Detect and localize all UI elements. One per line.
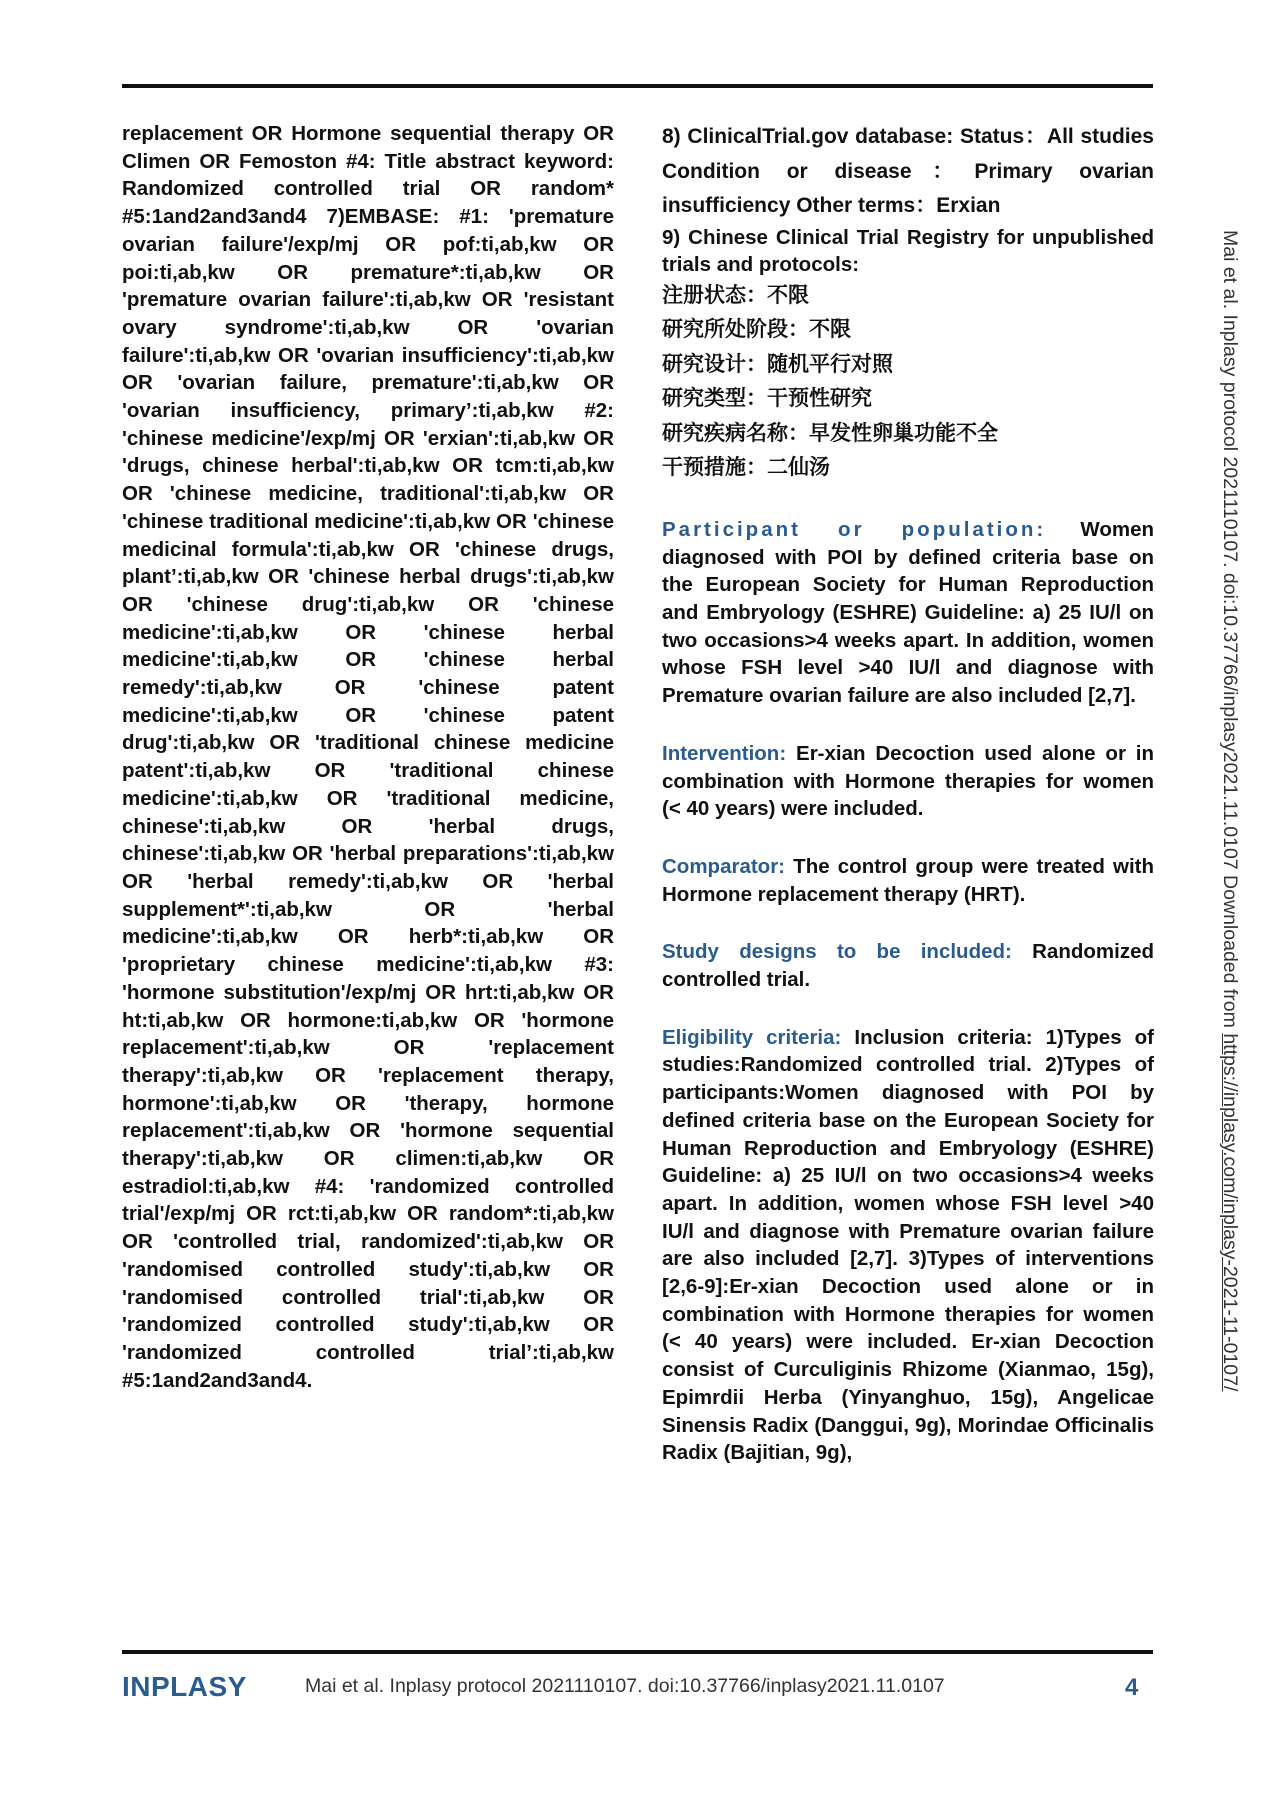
embase-search-strategy: replacement OR Hormone sequential therapy OR Climen OR Femoston #4: Title abstract keyword: Randomized controlled trial OR random* #5:1and2and3and4 7)EMBASE: #1: 'premature ovarian failure'/exp/mj OR pof:ti,ab,kw OR poi:ti,ab,kw OR premature*:ti,ab,kw OR 'premature ovarian failure':ti,ab,kw OR 'resistant ovary syndrome':ti,ab,kw OR 'ovarian failure':ti,ab,kw OR 'ovarian insufficiency':ti,ab,kw OR 'ovarian failure, premature':ti,ab,kw OR 'ovarian insufficiency, primary’:ti,ab,kw #2: 'chinese medicine'/exp/mj OR 'erxian':ti,ab,kw OR 'drugs, chinese herbal':ti,ab,kw OR tcm:ti,ab,kw OR 'chinese medicine, traditional':ti,ab,kw OR 'chinese traditional medicine':ti,ab,kw OR 'chinese medicinal formula':ti,ab,kw OR 'chinese drugs, plant’:ti,ab,kw OR 'chinese herbal drugs':ti,ab,kw OR 'chinese drug':ti,ab,kw OR 'chinese medicine':ti,ab,kw OR 'chinese herbal medicine':ti,ab,kw OR 'chinese herbal remedy':ti,ab,kw OR 'chinese patent medicine':ti,ab,kw OR 'chinese patent drug':ti,ab,kw OR 'traditional chinese medicine patent':ti,ab,kw OR 'traditional chinese medicine':ti,ab,kw OR 'traditional medicine, chinese':ti,ab,kw OR 'herbal drugs, chinese':ti,ab,kw OR 'herbal preparations':ti,ab,kw OR 'herbal remedy':ti,ab,kw OR 'herbal supplement*':ti,ab,kw OR 'herbal medicine':ti,ab,kw OR herb*:ti,ab,kw OR 'proprietary chinese medicine':ti,ab,kw #3: 'hormone substitution'/exp/mj OR hrt:ti,ab,kw OR ht:ti,ab,kw OR hormone:ti,ab,kw OR 'hormone replacement':ti,ab,kw OR 'replacement therapy':ti,ab,kw OR 'replacement therapy, hormone':ti,ab,kw OR 'therapy, hormone replacement':ti,ab,kw OR 'hormone sequential therapy':ti,ab,kw OR climen:ti,ab,kw OR estradiol:ti,ab,kw #4: 'randomized controlled trial'/exp/mj OR rct:ti,ab,kw OR random*:ti,ab,kw OR 'controlled trial, randomized':ti,ab,kw OR 'randomised controlled study':ti,ab,kw OR 'randomised controlled trial':ti,ab,kw OR 'randomized controlled study':ti,ab,kw OR 'randomized controlled trial’:ti,ab,kw #5:1and2and3and4.: [122, 122, 614, 1392]
intervention-text: Er-xian Decoction used alone or in combination with Hormone therapies for women (< 40 years) were included.: [662, 741, 1154, 821]
left-column: [122, 120, 614, 1394]
chictr-heading: 9) Chinese Clinical Trial Registry for unpublished trials and protocols:: [662, 225, 1154, 277]
intervention-label: Intervention:: [662, 741, 787, 765]
study-designs-section: [662, 938, 1154, 993]
side-download-note: [1218, 230, 1241, 1730]
chictr-line: 研究设计：随机平行对照: [662, 352, 893, 376]
bottom-rule: [122, 1650, 1153, 1654]
right-column: [662, 120, 1154, 1467]
chictr-line: 注册状态：不限: [662, 283, 809, 307]
study-designs-label: Study designs to be included:: [662, 940, 1012, 964]
chictr-line: 研究疾病名称：早发性卵巢功能不全: [662, 421, 998, 445]
side-download-link[interactable]: https://inplasy.com/inplasy-2021-11-0107/: [1219, 1033, 1241, 1392]
participant-text: Women diagnosed with POI by defined criteria base on the European Society for Human Reproduction and Embryology (ESHRE) Guideline: a) 25 IU/l on two occasions>4 weeks apart. In addition, women whose FSH level >40 IU/l and diagnose with Premature ovarian failure are also included [2,7].: [662, 517, 1154, 708]
top-rule: [122, 84, 1153, 88]
page-number: 4: [1125, 1674, 1139, 1701]
participant-section: [662, 516, 1154, 710]
study-designs-text: Randomized controlled trial.: [662, 940, 1154, 992]
comparator-section: [662, 853, 1154, 908]
clinicaltrials-search: 8) ClinicalTrial.gov database: Status：All studies Condition or disease：Primary ovarian insufficiency Other terms：Erxian: [662, 125, 1154, 217]
chictr-line: 干预措施：二仙汤: [662, 456, 830, 480]
chictr-line: 研究所处阶段：不限: [662, 318, 851, 342]
comparator-text: The control group were treated with Hormone replacement therapy (HRT).: [662, 854, 1154, 906]
side-citation: Mai et al. Inplasy protocol 2021110107. doi:10.37766/inplasy2021.11.0107 Downloaded from: [1219, 230, 1241, 1034]
footer-citation: Mai et al. Inplasy protocol 2021110107. doi:10.37766/inplasy2021.11.0107: [305, 1675, 945, 1697]
eligibility-section: [662, 1024, 1154, 1467]
eligibility-label: Eligibility criteria:: [662, 1025, 842, 1049]
comparator-label: Comparator:: [662, 854, 786, 878]
chictr-line: 研究类型：干预性研究: [662, 387, 872, 411]
eligibility-text: Inclusion criteria: 1)Types of studies:Randomized controlled trial. 2)Types of participants:Women diagnosed with POI by defined criteria base on the European Society for Human Reproduction and Embryology (ESHRE) Guideline: a) 25 IU/l on two occasions>4 weeks apart. In addition, women whose FSH level >40 IU/l and diagnose with Premature ovarian failure are also included [2,7]. 3)Types of interventions [2,6-9]:Er-xian Decoction used alone or in combination with Hormone therapies for women (< 40 years) were included. Er-xian Decoction consist of Curculiginis Rhizome (Xianmao, 15g), Epimrdii Herba (Yinyanghuo, 15g), Angelicae Sinensis Radix (Danggui, 9g), Morindae Officinalis Radix (Bajitian, 9g),: [662, 1025, 1154, 1465]
participant-label: Participant or population:: [662, 517, 1047, 541]
intervention-section: [662, 740, 1154, 823]
journal-logo: INPLASY: [122, 1671, 247, 1702]
